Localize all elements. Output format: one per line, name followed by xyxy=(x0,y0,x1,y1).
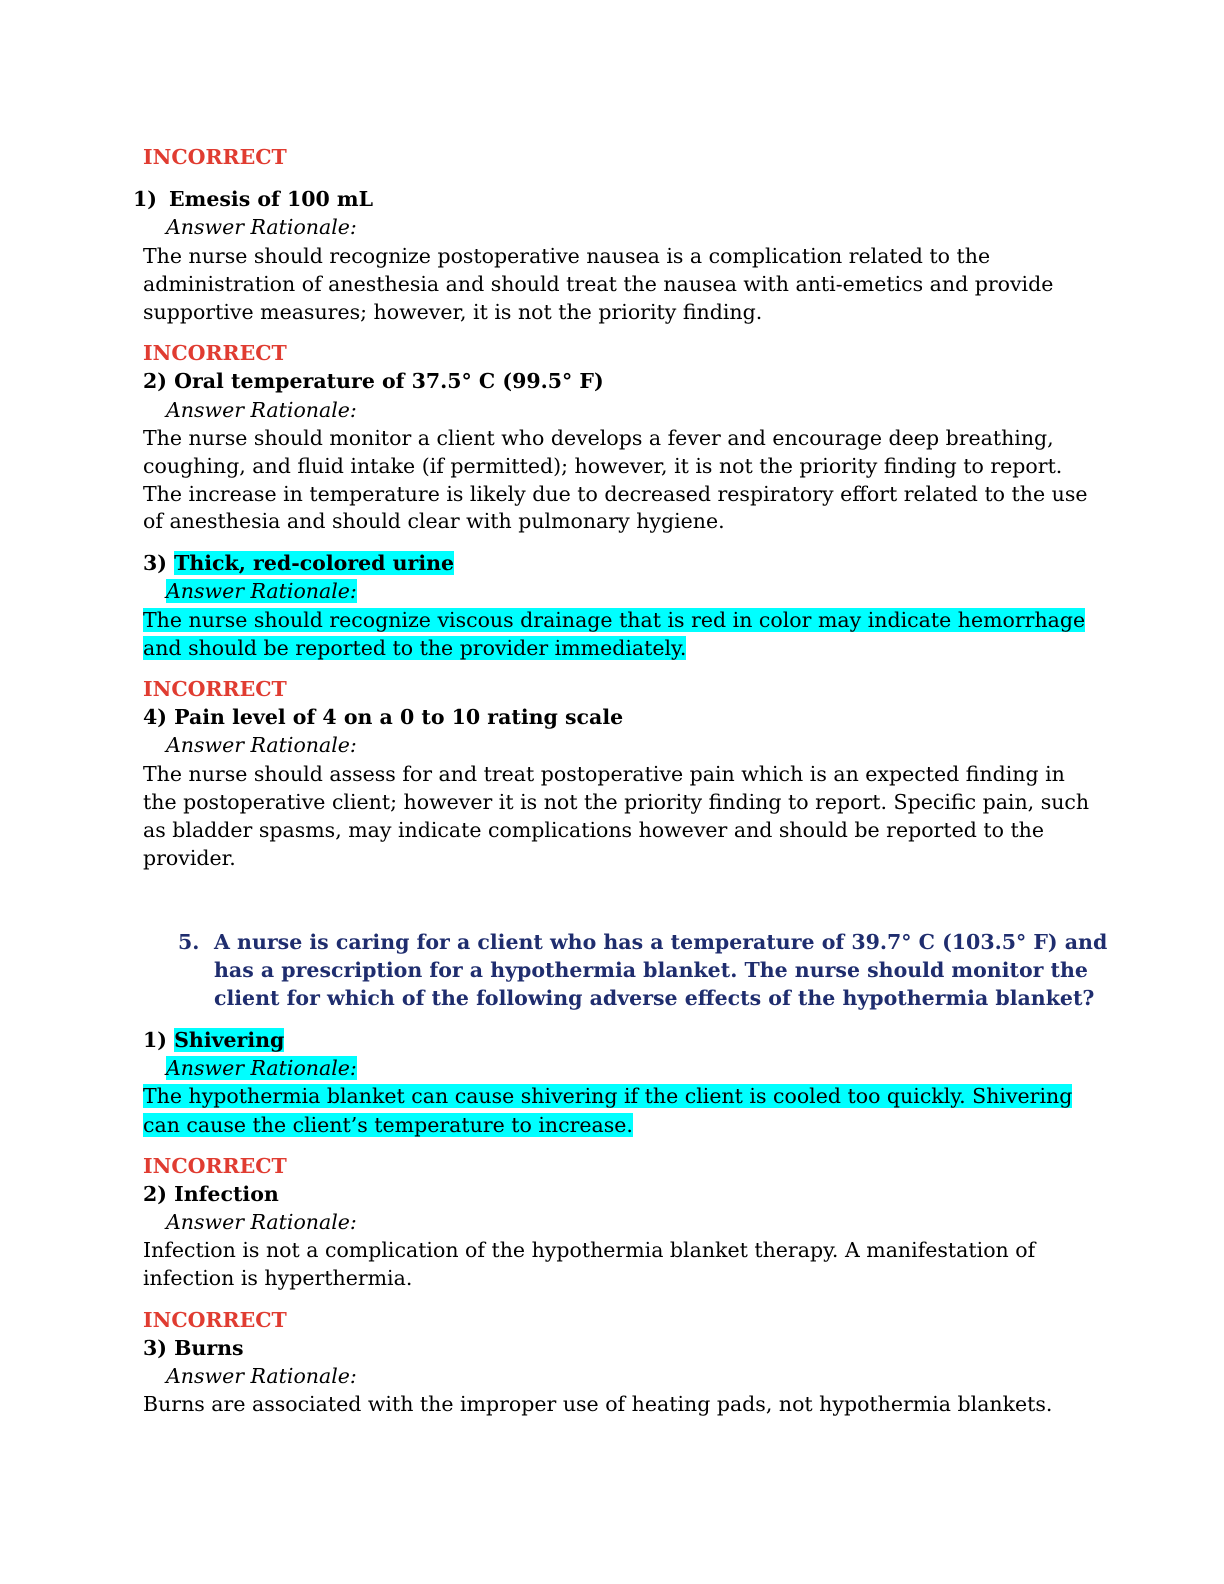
rationale-text: The nurse should recognize viscous drainage that is red in color may indicate hemorrhage xyxy=(143,608,1086,632)
question-number: 5. xyxy=(178,930,200,954)
rationale-text: and should be reported to the provider immediately. xyxy=(143,636,687,660)
answer-option-1 xyxy=(133,185,373,213)
answer-option-3 xyxy=(143,1334,244,1362)
rationale-text: Burns are associated with the improper use of heating pads, not hypothermia blankets. xyxy=(143,1392,1053,1416)
rationale-text: as bladder spasms, may indicate complications however and should be reported to the xyxy=(143,818,1045,842)
answer-number: 2) xyxy=(143,369,167,393)
status-incorrect: INCORRECT xyxy=(143,1308,287,1332)
rationale-text: the postoperative client; however it is not the priority finding to report. Specific pain, such xyxy=(143,790,1090,814)
answer-label: Infection xyxy=(174,1182,279,1206)
rationale-text: The hypothermia blanket can cause shivering if the client is cooled too quickly. Shivering xyxy=(143,1084,1073,1108)
answer-number: 2) xyxy=(143,1182,167,1206)
answer-label: Shivering xyxy=(174,1028,285,1052)
rationale-label: Answer Rationale: xyxy=(166,1364,357,1388)
status-incorrect: INCORRECT xyxy=(143,1154,287,1178)
answer-number: 4) xyxy=(143,705,167,729)
rationale-text: supportive measures; however, it is not the priority finding. xyxy=(143,300,763,324)
rationale-text: provider. xyxy=(143,846,236,870)
rationale-label: Answer Rationale: xyxy=(166,215,357,239)
answer-label: Oral temperature of 37.5° C (99.5° F) xyxy=(174,369,604,393)
rationale-text: The nurse should monitor a client who develops a fever and encourage deep breathing, xyxy=(143,426,1054,450)
question-text: client for which of the following adverse effects of the hypothermia blanket? xyxy=(214,986,1095,1010)
rationale-text: The increase in temperature is likely due to decreased respiratory effort related to the use xyxy=(143,482,1088,506)
question-text: has a prescription for a hypothermia blanket. The nurse should monitor the xyxy=(214,958,1088,982)
rationale-text: The nurse should assess for and treat postoperative pain which is an expected finding in xyxy=(143,762,1065,786)
answer-option-1-correct xyxy=(143,1026,284,1054)
rationale-text: coughing, and fluid intake (if permitted); however, it is not the priority finding to report. xyxy=(143,454,1063,478)
question-text: A nurse is caring for a client who has a temperature of 39.7° C (103.5° F) and xyxy=(214,930,1108,954)
status-incorrect: INCORRECT xyxy=(143,145,287,169)
answer-option-2 xyxy=(143,367,604,395)
rationale-label: Answer Rationale: xyxy=(166,733,357,757)
answer-option-3-correct xyxy=(143,549,454,577)
rationale-text: The nurse should recognize postoperative nausea is a complication related to the xyxy=(143,244,991,268)
answer-number: 3) xyxy=(143,1336,167,1360)
rationale-label: Answer Rationale: xyxy=(166,1056,357,1080)
answer-option-4 xyxy=(143,703,623,731)
answer-label: Burns xyxy=(174,1336,244,1360)
rationale-label: Answer Rationale: xyxy=(166,1210,357,1234)
answer-label: Emesis of 100 mL xyxy=(169,187,374,211)
status-incorrect: INCORRECT xyxy=(143,341,287,365)
answer-label: Pain level of 4 on a 0 to 10 rating scale xyxy=(174,705,624,729)
rationale-text: administration of anesthesia and should treat the nausea with anti-emetics and provide xyxy=(143,272,1054,296)
answer-option-2 xyxy=(143,1180,279,1208)
rationale-text: can cause the client’s temperature to increase. xyxy=(143,1113,633,1137)
answer-number: 3) xyxy=(143,551,167,575)
answer-label: Thick, red-colored urine xyxy=(174,551,455,575)
rationale-text: of anesthesia and should clear with pulmonary hygiene. xyxy=(143,509,725,533)
rationale-text: Infection is not a complication of the hypothermia blanket therapy. A manifestation of xyxy=(143,1238,1036,1262)
rationale-text: infection is hyperthermia. xyxy=(143,1266,413,1290)
status-incorrect: INCORRECT xyxy=(143,677,287,701)
rationale-label: Answer Rationale: xyxy=(166,398,357,422)
rationale-label: Answer Rationale: xyxy=(166,579,357,603)
answer-number: 1) xyxy=(133,187,157,211)
answer-number: 1) xyxy=(143,1028,167,1052)
